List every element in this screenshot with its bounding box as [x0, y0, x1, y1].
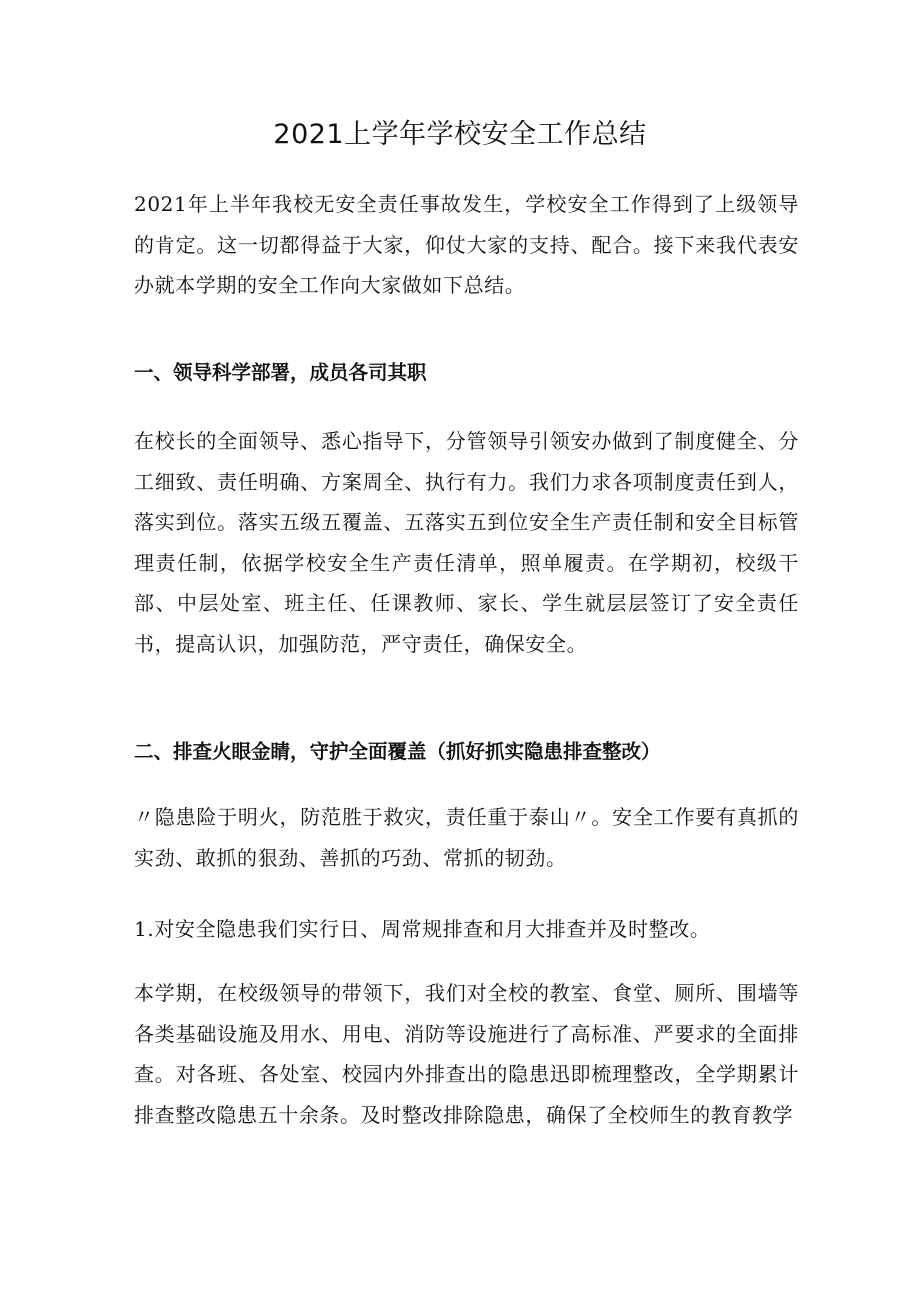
section-1-paragraph: 在校长的全面领导、悉心指导下，分管领导引领安办做到了制度健全、分工细致、责任明确、方案周全、执行有力。我们力求各项制度责任到人，落实到位。落实五级五覆盖、五落实五到位安全生产责任制和安全目标管理责任制，依据学校安全生产责任清单，照单履责。在学期初，校级干部、中层处室、班主任、任课教师、家长、学生就层层签订了安全责任书，提高认识，加强防范，严守责任，确保安全。 — [134, 429, 799, 656]
section-2-quote-paragraph: 〃隐患险于明火，防范胜于救灾，责任重于泰山〃。安全工作要有真抓的实劲、敢抓的狠劲、善抓的巧劲、常抓的韧劲。 — [134, 805, 799, 870]
document-title: 2021上学年学校安全工作总结 — [273, 119, 647, 150]
intro-paragraph: 2021年上半年我校无安全责任事故发生，学校安全工作得到了上级领导的肯定。这一切都得益于大家，仰仗大家的支持、配合。接下来我代表安办就本学期的安全工作向大家做如下总结。 — [134, 192, 799, 297]
section-2-item-1: 1.对安全隐患我们实行日、周常规排查和月大排查并及时整改。 — [134, 917, 711, 941]
section-2-heading: 二、排查火眼金睛，守护全面覆盖（抓好抓实隐患排查整改） — [134, 740, 661, 763]
section-1-heading: 一、领导科学部署，成员各司其职 — [134, 361, 427, 384]
section-2-item-1-paragraph: 本学期，在校级领导的带领下，我们对全校的教室、食堂、厕所、围墙等各类基础设施及用水、用电、消防等设施进行了高标准、严要求的全面排查。对各班、各处室、校园内外排查出的隐患迅即梳理整改，全学期累计排查整改隐患五十余条。及时整改排除隐患，确保了全校师生的教育教学 — [134, 981, 799, 1127]
